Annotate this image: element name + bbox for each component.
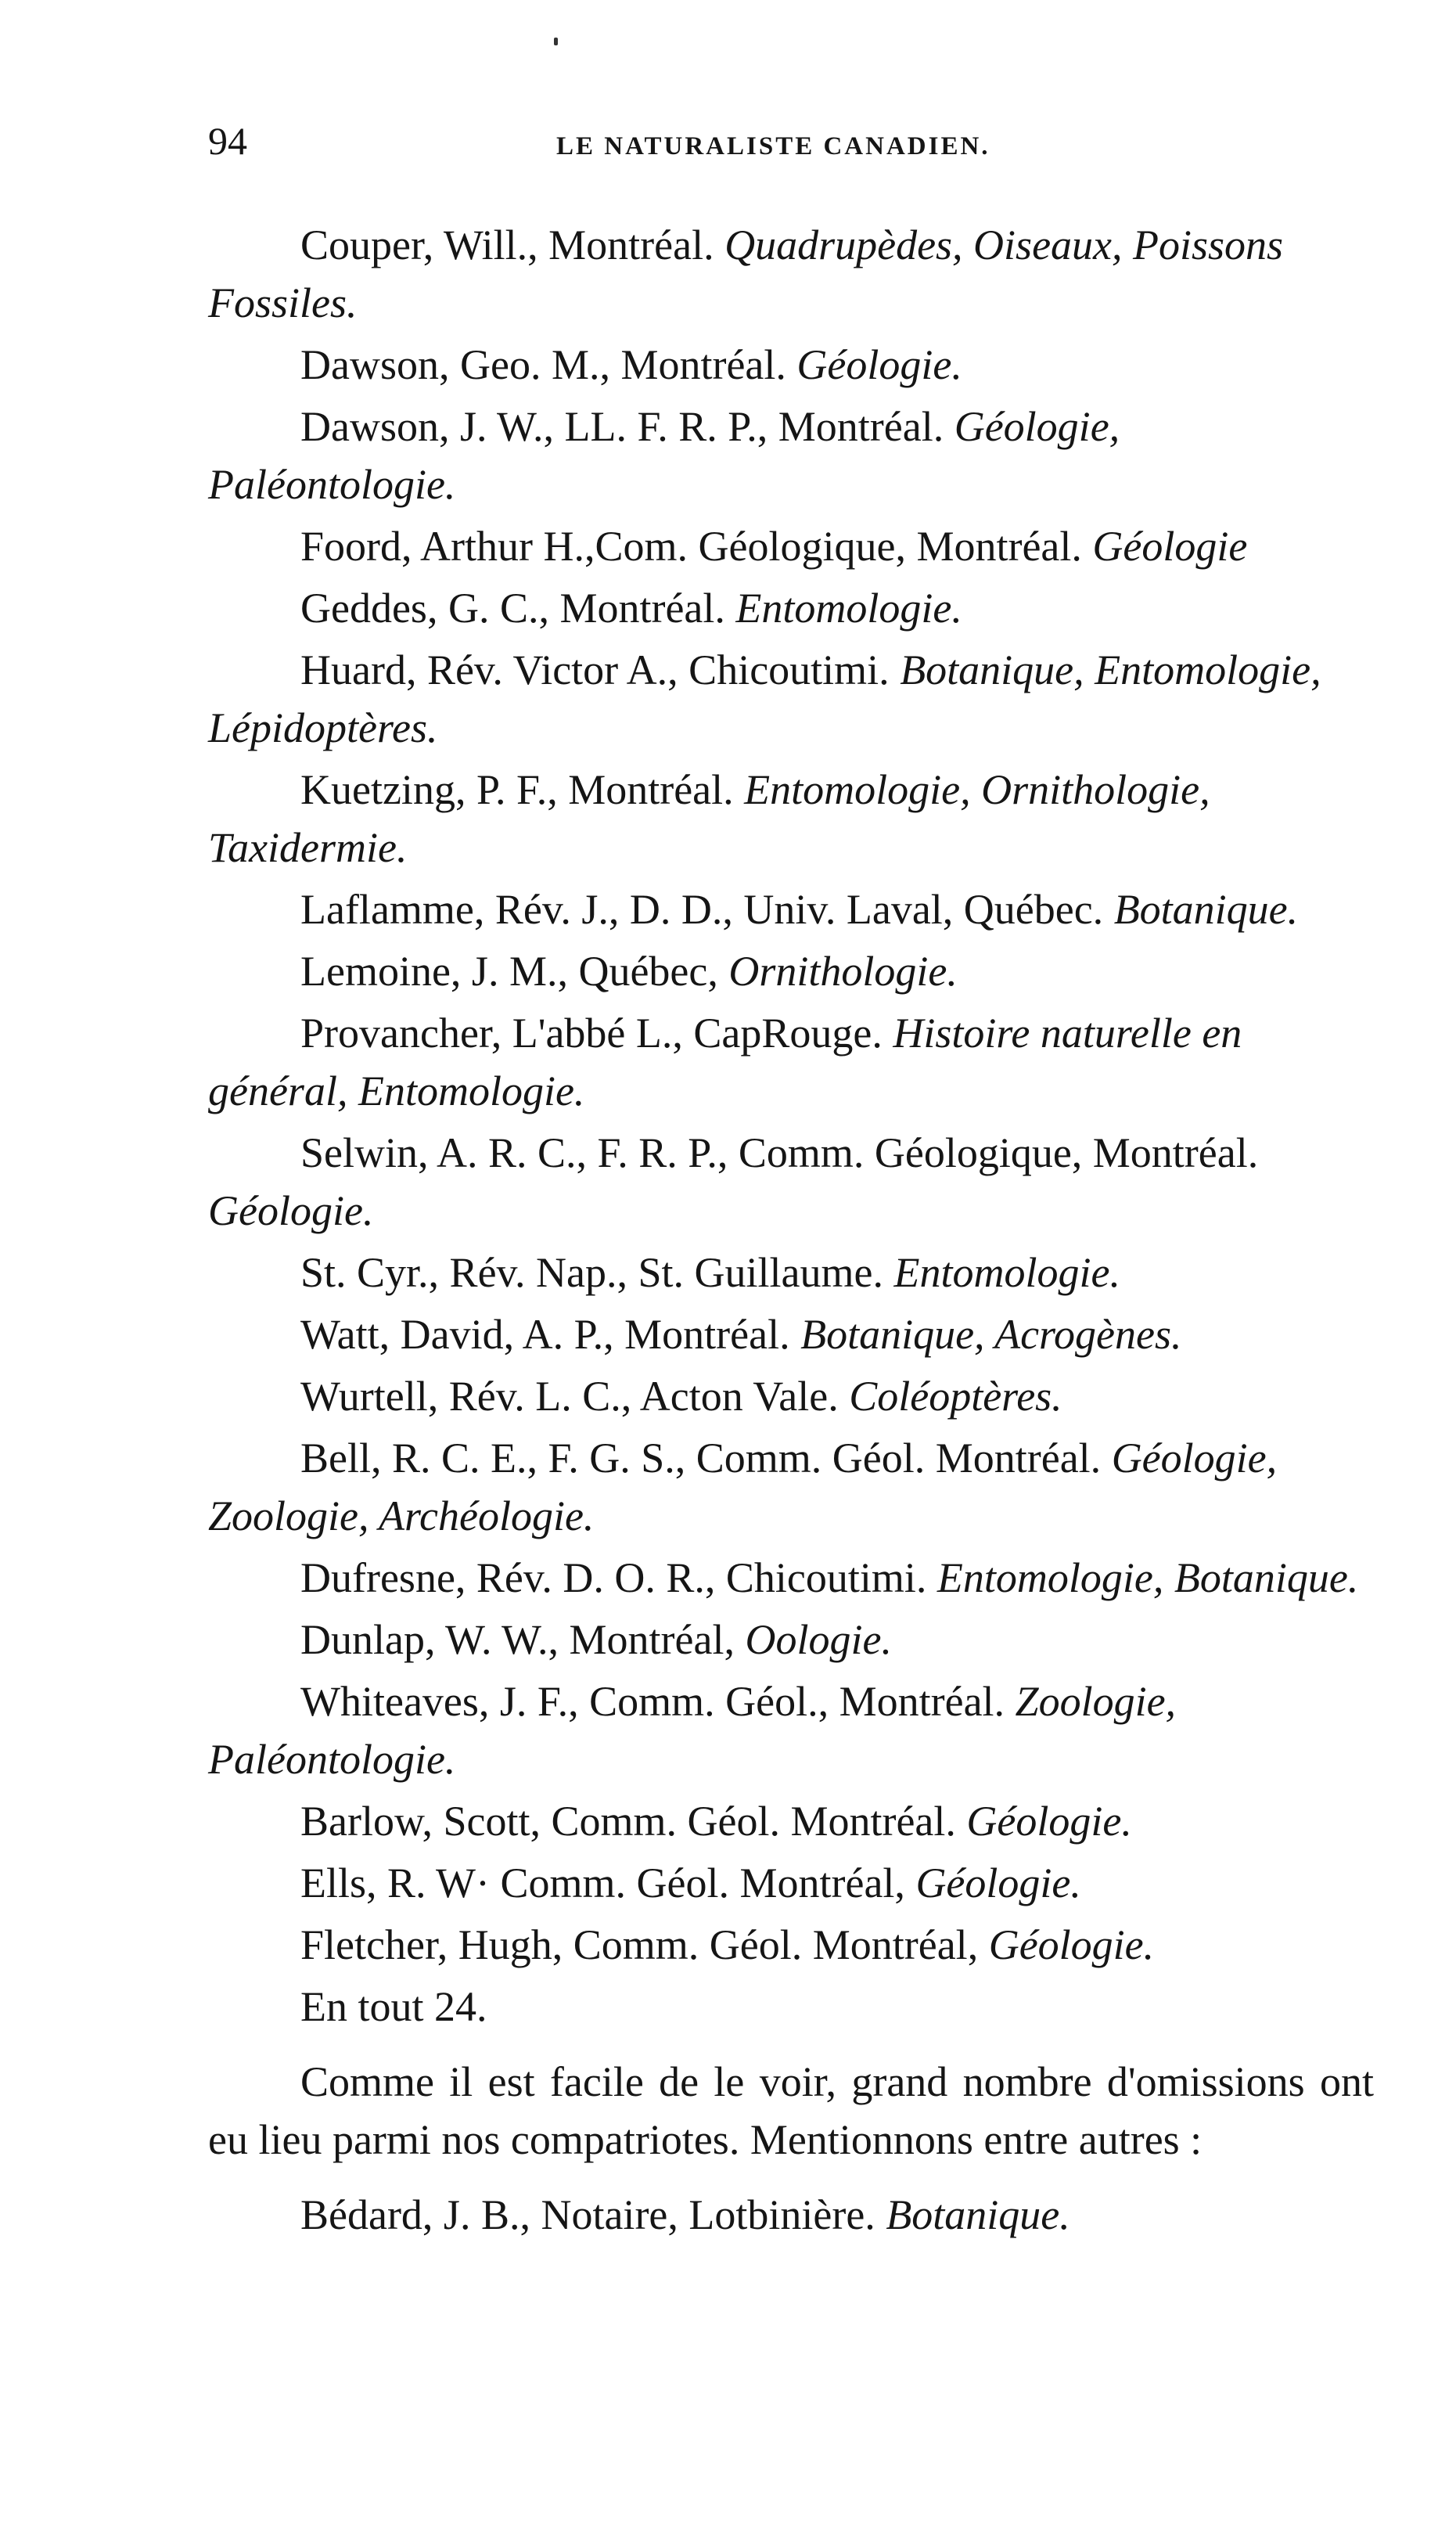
entry-name: St. Cyr., Rév. Nap., St. Guillaume.	[300, 1249, 894, 1296]
commentary-paragraph: Comme il est facile de le voir, grand nombre d'omissions ont eu lieu parmi nos compatriotes. Mentionnons entre autres :	[208, 2058, 1374, 2163]
entry-name: Laflamme, Rév. J., D. D., Univ. Laval, Québec.	[300, 886, 1114, 933]
entry-name: Wurtell, Rév. L. C., Acton Vale.	[300, 1373, 850, 1420]
entry-name: Watt, David, A. P., Montréal.	[300, 1311, 801, 1358]
entry-name: Dawson, Geo. M., Montréal.	[300, 341, 797, 388]
entry-specialty: Géologie.	[966, 1798, 1132, 1845]
list-entry	[208, 1367, 1374, 1425]
entry-specialty: Entomologie, Botanique.	[937, 1554, 1359, 1601]
entry-specialty: Oologie.	[745, 1616, 892, 1663]
entry-name: Lemoine, J. M., Québec,	[300, 948, 729, 995]
list-entry	[208, 1792, 1374, 1850]
list-entry	[208, 2186, 1374, 2244]
entry-name: Dunlap, W. W., Montréal,	[300, 1616, 746, 1663]
entry-specialty: Géologie	[1092, 523, 1248, 570]
list-entry	[208, 641, 1374, 757]
entry-name: Bédard, J. B., Notaire, Lotbinière.	[300, 2191, 886, 2238]
list-entry	[208, 761, 1374, 877]
entry-specialty: Géologie.	[988, 1921, 1155, 1968]
entry-specialty: Botanique.	[1113, 886, 1299, 933]
entry-name: Bell, R. C. E., F. G. S., Comm. Géol. Montréal.	[300, 1435, 1112, 1481]
list-entry	[208, 1429, 1374, 1545]
page-number: 94	[208, 119, 247, 163]
entry-specialty: Botanique, Acrogènes.	[800, 1311, 1182, 1358]
running-head: LE NATURALISTE CANADIEN.	[556, 132, 990, 160]
entry-name: Dawson, J. W., LL. F. R. P., Montréal.	[300, 403, 954, 450]
entry-name: Provancher, L'abbé L., CapRouge.	[300, 1010, 893, 1057]
list-entry	[208, 880, 1374, 938]
list-entry	[208, 1549, 1374, 1607]
list-entry	[208, 1244, 1374, 1301]
entry-name: Couper, Will., Montréal.	[300, 221, 725, 268]
list-entry	[208, 579, 1374, 637]
entry-specialty: Géologie, Zoologie, Archéologie.	[208, 1435, 1278, 1539]
entry-name: Foord, Arthur H.,Com. Géologique, Montréal.	[300, 523, 1093, 570]
entry-specialty: Quadrupèdes, Oiseaux, Poissons Fossiles.	[208, 221, 1284, 326]
entry-specialty: Coléoptères.	[849, 1373, 1062, 1420]
list-entry	[208, 1672, 1374, 1788]
entry-specialty: Entomologie.	[735, 585, 962, 632]
entry-name: Selwin, A. R. C., F. R. P., Comm. Géologique, Montréal.	[300, 1129, 1259, 1176]
entry-specialty: Géologie.	[796, 341, 962, 388]
entry-specialty: Entomologie.	[893, 1249, 1120, 1296]
page-header	[208, 117, 1382, 180]
entry-specialty: Entomologie, Ornithologie, Taxidermie.	[208, 766, 1210, 871]
list-entry	[208, 1854, 1374, 1912]
entry-name: Kuetzing, P. F., Montréal.	[300, 766, 745, 813]
list-entry	[208, 1124, 1374, 1240]
entry-specialty: Géologie.	[915, 1859, 1081, 1906]
entry-name: Fletcher, Hugh, Comm. Géol. Montréal,	[300, 1921, 989, 1968]
list-entry	[208, 1305, 1374, 1363]
list-entry	[208, 942, 1374, 1000]
entry-name: Whiteaves, J. F., Comm. Géol., Montréal.	[300, 1678, 1016, 1725]
entry-specialty: Botanique, Entomologie, Lépidoptères.	[208, 646, 1321, 751]
member-list	[208, 216, 1374, 2248]
entry-specialty: Botanique.	[886, 2191, 1070, 2238]
list-entry	[208, 398, 1374, 513]
entry-name: Geddes, G. C., Montréal.	[300, 585, 736, 632]
entry-specialty: Ornithologie.	[728, 948, 958, 995]
total-line: En tout 24.	[300, 1983, 487, 2030]
list-entry	[208, 1004, 1374, 1120]
list-entry	[208, 336, 1374, 394]
entry-specialty: Histoire naturelle en général, Entomologie.	[208, 1010, 1242, 1114]
entry-name: Barlow, Scott, Comm. Géol. Montréal.	[300, 1798, 967, 1845]
entry-name: Ells, R. W· Comm. Géol. Montréal,	[300, 1859, 916, 1906]
entry-name: Huard, Rév. Victor A., Chicoutimi.	[300, 646, 901, 693]
entry-specialty: Zoologie, Paléontologie.	[208, 1678, 1177, 1783]
list-entry	[208, 517, 1374, 575]
list-entry	[208, 1916, 1374, 1974]
list-entry	[208, 216, 1374, 332]
entry-specialty: Géologie, Paléontologie.	[208, 403, 1120, 508]
entry-specialty: Géologie.	[208, 1187, 374, 1234]
list-entry	[208, 1611, 1374, 1669]
entry-name: Dufresne, Rév. D. O. R., Chicoutimi.	[300, 1554, 937, 1601]
ink-speck	[554, 38, 558, 45]
